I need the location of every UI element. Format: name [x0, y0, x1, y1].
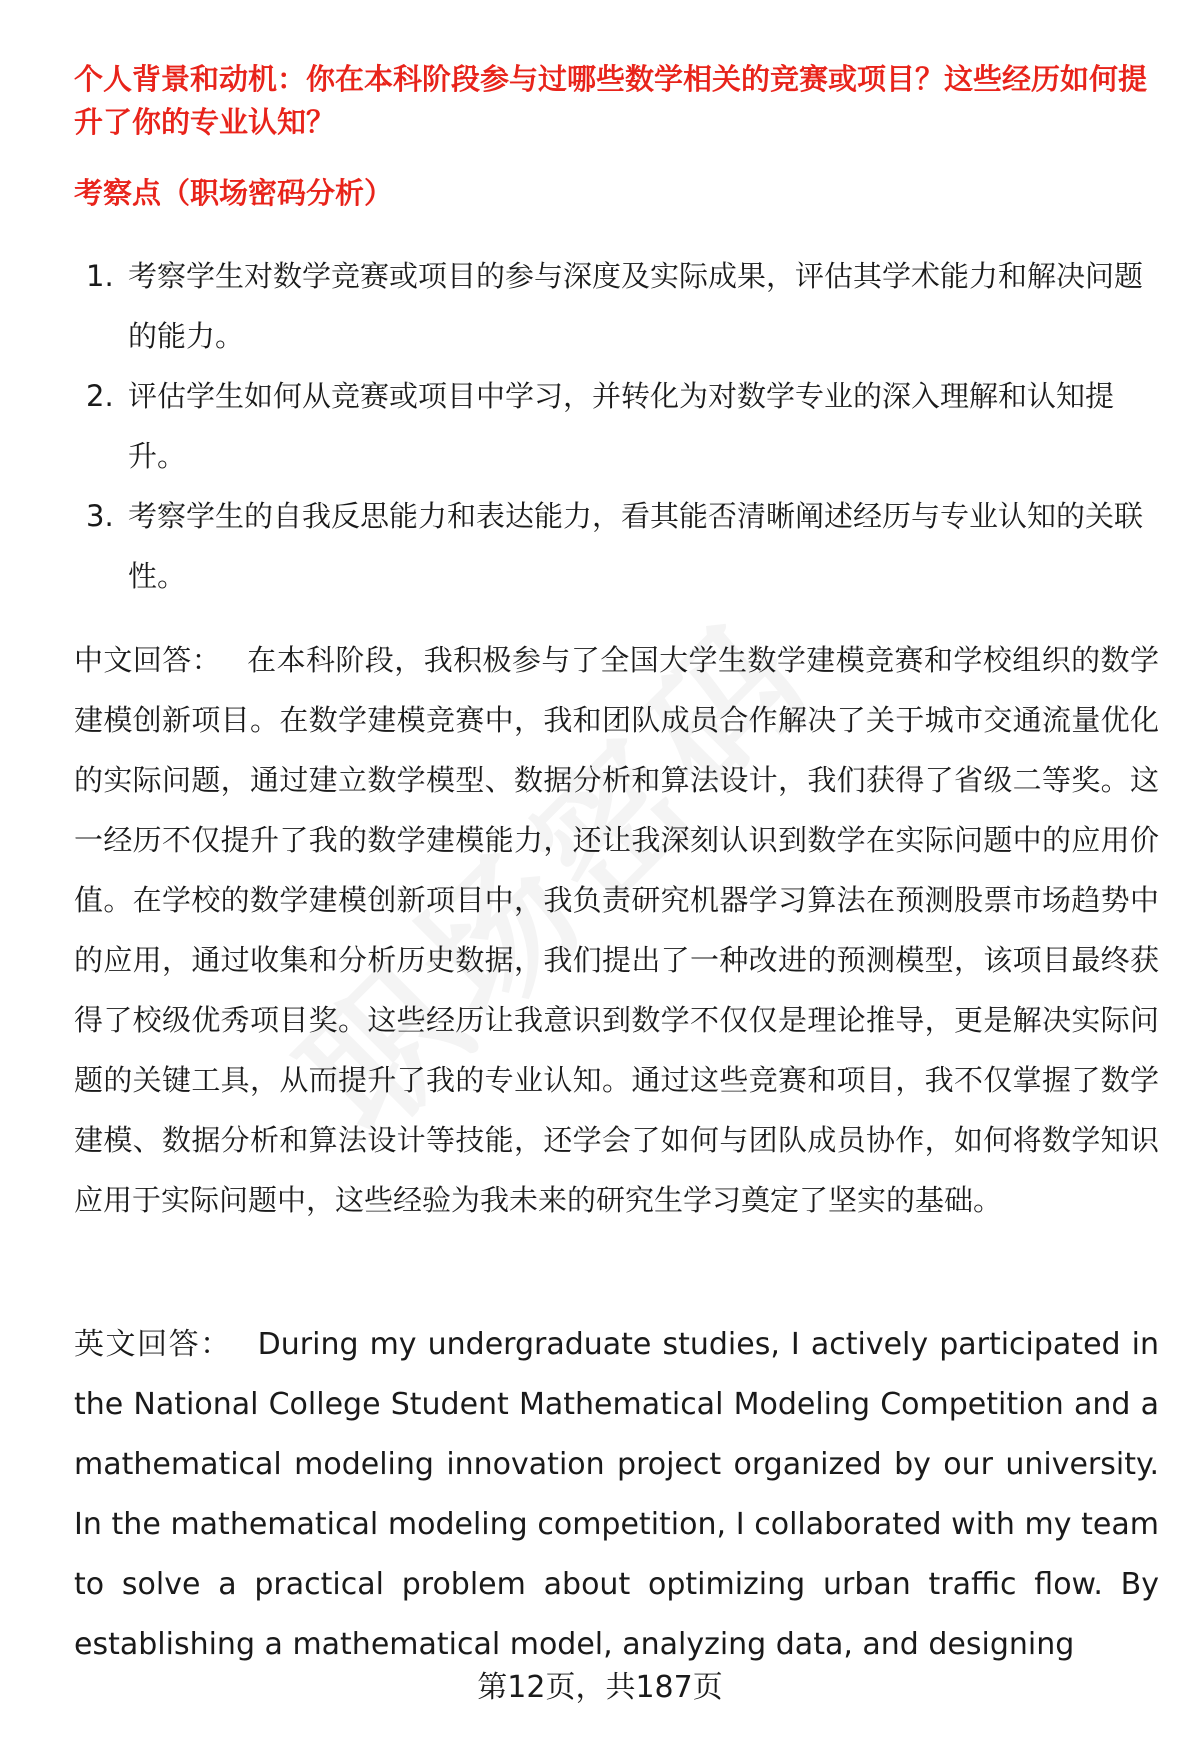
exam-points-list	[74, 246, 1154, 606]
exam-point-text: 考察学生对数学竞赛或项目的参与深度及实际成果，评估其学术能力和解决问题的能力。	[128, 259, 1144, 353]
question-heading: 个人背景和动机：你在本科阶段参与过哪些数学相关的竞赛或项目？这些经历如何提升了你的专业认知？	[74, 62, 1148, 139]
exam-point-item	[74, 486, 1154, 606]
english-answer-text: During my undergraduate studies, I actively participated in the National College Student Mathematical Modeling Competition and a mathematical modeling innovation project organized by our university. In the mathematical modeling competition, I collaborated with my team to solve a practical problem about optimizing urban traffic flow. By establishing a mathematical model, analyzing data, and designing	[74, 1327, 1159, 1662]
exam-point-item	[74, 366, 1154, 486]
exam-point-number: 3.	[86, 499, 114, 533]
chinese-answer-label: 中文回答：	[74, 643, 222, 677]
exam-point-item	[74, 246, 1154, 366]
english-answer-label: 英文回答：	[74, 1327, 232, 1362]
exam-point-text: 评估学生如何从竞赛或项目中学习，并转化为对数学专业的深入理解和认知提升。	[128, 379, 1115, 473]
chinese-answer	[74, 630, 1159, 1230]
exam-point-number: 1.	[86, 259, 114, 293]
exam-points-heading: 考察点（职场密码分析）	[74, 176, 394, 210]
chinese-answer-text: 在本科阶段，我积极参与了全国大学生数学建模竞赛和学校组织的数学建模创新项目。在数学建模竞赛中，我和团队成员合作解决了关于城市交通流量优化的实际问题，通过建立数学模型、数据分析和算法设计，我们获得了省级二等奖。这一经历不仅提升了我的数学建模能力，还让我深刻认识到数学在实际问题中的应用价值。在学校的数学建模创新项目中，我负责研究机器学习算法在预测股票市场趋势中的应用，通过收集和分析历史数据，我们提出了一种改进的预测模型，该项目最终获得了校级优秀项目奖。这些经历让我意识到数学不仅仅是理论推导，更是解决实际问题的关键工具，从而提升了我的专业认知。通过这些竞赛和项目，我不仅掌握了数学建模、数据分析和算法设计等技能，还学会了如何与团队成员协作，如何将数学知识应用于实际问题中，这些经验为我未来的研究生学习奠定了坚实的基础。	[74, 643, 1159, 1217]
page-number: 第12页，共187页	[477, 1670, 723, 1705]
english-answer	[74, 1315, 1159, 1675]
exam-point-text: 考察学生的自我反思能力和表达能力，看其能否清晰阐述经历与专业认知的关联性。	[128, 499, 1144, 593]
exam-point-number: 2.	[86, 379, 114, 413]
